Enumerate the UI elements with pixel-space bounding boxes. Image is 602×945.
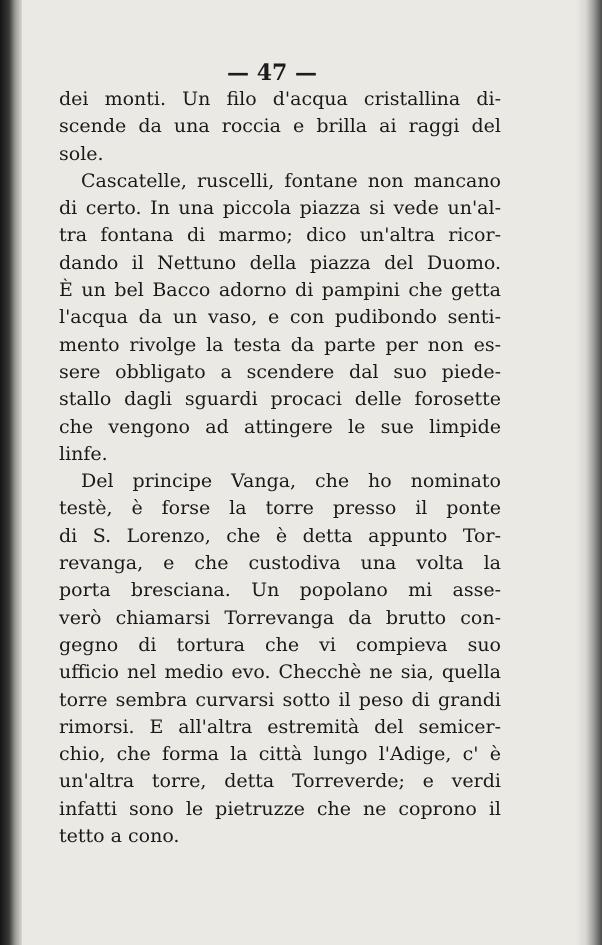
page-number: — 47 — — [227, 60, 317, 86]
text-line: scende da una roccia e brilla ai raggi del — [59, 115, 501, 138]
text-line: un'altra torre, detta Torreverde; e verdi — [59, 770, 501, 793]
text-line: gegno di tortura che vi compieva suo — [59, 633, 501, 656]
text-line: rimorsi. E all'altra estremità del semicer- — [59, 715, 501, 738]
text-line: di S. Lorenzo, che è detta appunto Tor- — [59, 524, 501, 547]
text-line: stallo dagli sguardi procaci delle forosette — [59, 388, 501, 411]
page-edge-shadow — [576, 0, 602, 945]
text-line: chio, che forma la città lungo l'Adige, c' è — [59, 743, 501, 766]
body-text — [59, 86, 501, 850]
text-line: Del principe Vanga, che ho nominato — [81, 470, 501, 493]
text-line: porta bresciana. Un popolano mi asse- — [59, 579, 501, 602]
text-line: torre sembra curvarsi sotto il peso di grandi — [59, 688, 501, 711]
text-line: È un bel Bacco adorno di pampini che getta — [59, 279, 501, 302]
text-line: di certo. In una piccola piazza si vede un'al- — [59, 197, 501, 220]
text-line: linfe. — [59, 442, 108, 465]
text-line: mento rivolge la testa da parte per non es- — [59, 333, 501, 356]
text-line: che vengono ad attingere le sue limpide — [59, 415, 501, 438]
text-line: sole. — [59, 142, 104, 165]
text-line: verò chiamarsi Torrevanga da brutto con- — [59, 606, 501, 629]
text-line: infatti sono le pietruzze che ne coprono il — [59, 797, 501, 820]
text-line: revanga, e che custodiva una volta la — [59, 552, 501, 575]
page-spine-shadow — [0, 0, 22, 945]
text-line: tra fontana di marmo; dico un'altra ricor- — [59, 224, 501, 247]
text-line: sere obbligato a scendere dal suo piede- — [59, 360, 501, 383]
text-line: ufficio nel medio evo. Checchè ne sia, quella — [59, 661, 501, 684]
text-line: testè, è forse la torre presso il ponte — [59, 497, 501, 520]
text-line: Cascatelle, ruscelli, fontane non mancano — [81, 169, 501, 192]
text-line: tetto a cono. — [59, 825, 180, 848]
text-line: dei monti. Un filo d'acqua cristallina di- — [59, 88, 501, 110]
text-line: l'acqua da un vaso, e con pudibondo senti- — [59, 306, 501, 329]
text-line: dando il Nettuno della piazza del Duomo. — [59, 251, 501, 274]
